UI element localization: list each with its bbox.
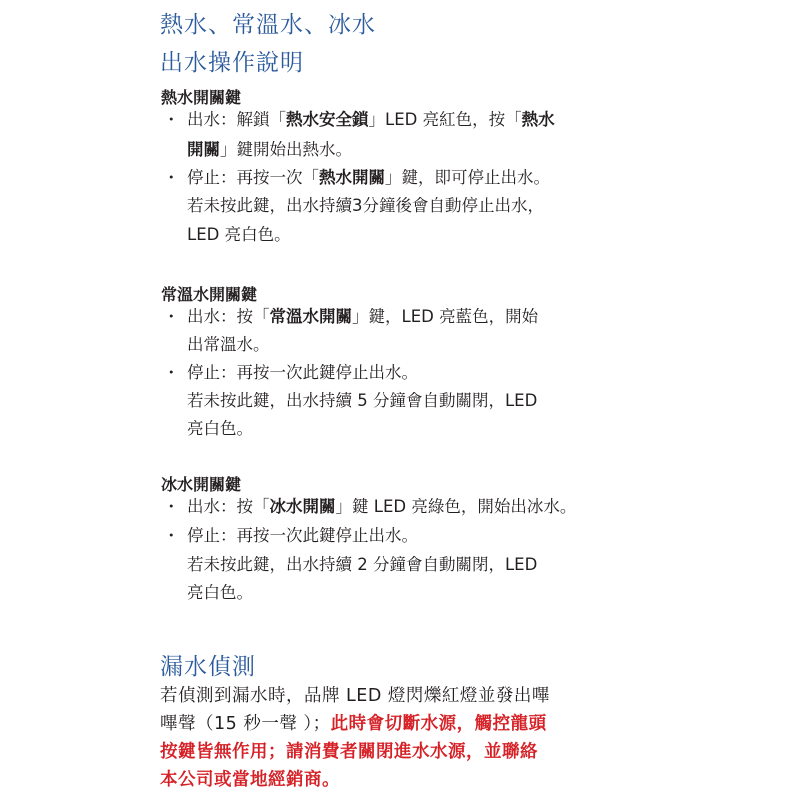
ice-bullet-2: ・ 停止：再按一次此鍵停止出水。 [163,526,418,545]
leak-line-3: 按鍵皆無作用；請消費者關閉進水水源，並聯絡 [160,742,538,762]
hot-water-key-heading: 熱水開關鍵 [161,88,242,107]
leak-warning: 此時會切斷水源，觸控龍頭 [330,714,547,734]
hot-bullet-2-cont2: LED 亮白色。 [187,225,291,244]
ice-bullet-1: ・ 出水：按「冰水開關」鍵 LED 亮綠色，開始出冰水。 [163,497,577,516]
bullet: ・ [163,307,180,326]
room-bullet-1: ・ 出水：按「常溫水開關」鍵，LED 亮藍色，開始 [163,307,539,326]
hot-bullet-2-cont: 若未按此鍵，出水持續3分鐘後會自動停止出水， [187,196,544,215]
room-bullet-2-cont: 若未按此鍵，出水持續 5 分鐘會自動關閉，LED [187,391,538,410]
leak-detection-heading: 漏水偵測 [160,654,256,680]
section-subtitle: 出水操作說明 [160,50,304,76]
room-water-key-heading: 常溫水開關鍵 [161,285,258,304]
hot-bullet-2: ・ 停止：再按一次「熱水開關」鍵，即可停止出水。 [163,168,550,187]
bullet: ・ [163,110,180,129]
room-bullet-1-cont: 出常溫水。 [187,335,270,354]
leak-line-4: 本公司或當地經銷商。 [160,770,340,790]
bullet: ・ [163,168,180,187]
bullet: ・ [163,497,180,516]
ice-water-key-heading: 冰水開關鍵 [161,475,242,494]
ice-bullet-2-cont2: 亮白色。 [187,583,253,602]
ice-bullet-2-cont: 若未按此鍵，出水持續 2 分鐘會自動關閉，LED [187,555,538,574]
hot-bullet-1: ・ 出水：解鎖「熱水安全鎖」LED 亮紅色，按「熱水 [163,110,555,129]
hot-bullet-1-cont: 開關」鍵開始出熱水。 [187,140,352,159]
leak-line-1: 若偵測到漏水時，品牌 LED 燈閃爍紅燈並發出嗶 [160,686,550,706]
room-bullet-2: ・ 停止：再按一次此鍵停止出水。 [163,363,418,382]
room-bullet-2-cont2: 亮白色。 [187,419,253,438]
section-title: 熱水、常溫水、冰水 [160,12,376,38]
leak-line-2: 嗶聲（15 秒一聲 ）；此時會切斷水源，觸控龍頭 [160,714,547,734]
bullet: ・ [163,363,180,382]
bullet: ・ [163,526,180,545]
